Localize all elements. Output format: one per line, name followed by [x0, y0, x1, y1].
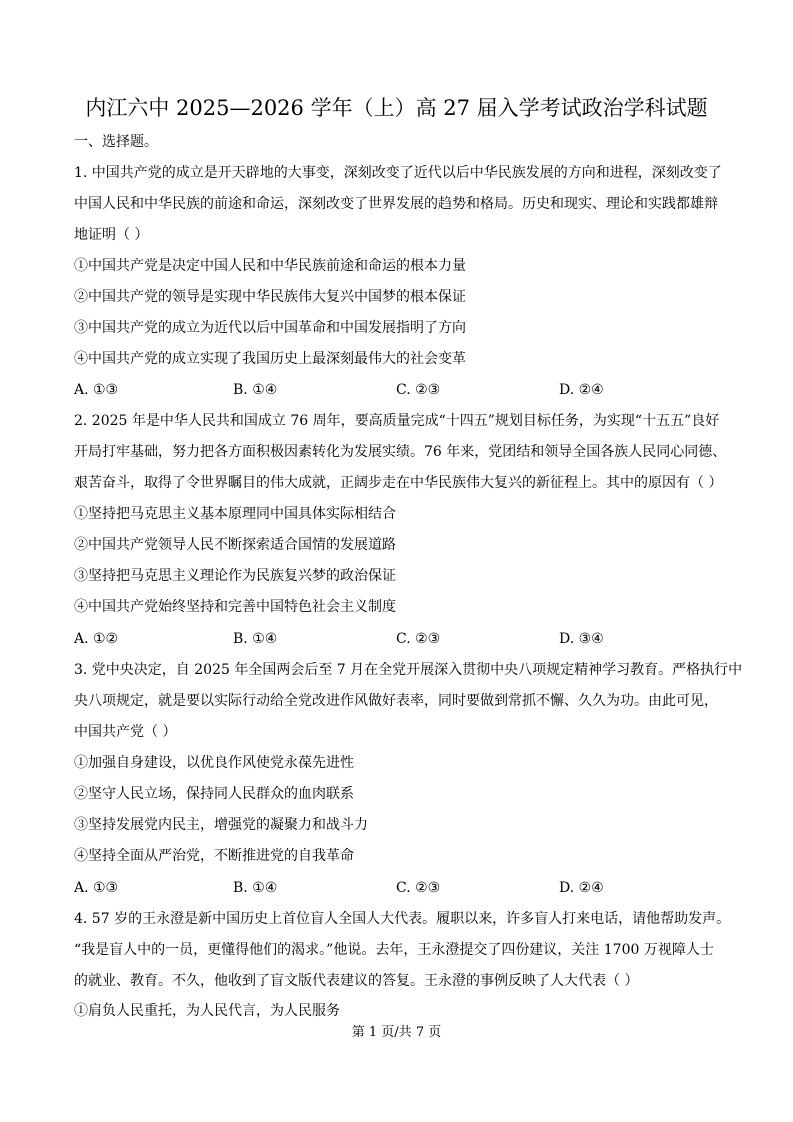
- q1-stem-line-1: 1. 中国共产党的成立是开天辟地的大事变，深刻改变了近代以后中华民族发展的方向和进程，深刻改变了: [74, 165, 722, 181]
- q1-choice-c: C. ②③: [396, 382, 441, 398]
- q1-item-3: ③中国共产党的成立为近代以后中国革命和中国发展指明了方向: [74, 320, 466, 336]
- q1-item-1: ①中国共产党是决定中国人民和中华民族前途和命运的根本力量: [74, 258, 466, 274]
- q4-item-1: ①肩负人民重托，为人民代言，为人民服务: [74, 1003, 340, 1019]
- q1-choice-a: A. ①③: [74, 382, 119, 398]
- page-footer: 第 1 页/共 7 页: [351, 1025, 442, 1040]
- q3-item-3: ③坚持发展党内民主，增强党的凝聚力和战斗力: [74, 817, 368, 833]
- q2-stem-line-1: 2. 2025 年是中华人民共和国成立 76 周年，要高质量完成“十四五”规划目标任务，为实现“十五五”良好: [74, 413, 720, 429]
- q3-choice-a: A. ①③: [74, 880, 119, 896]
- q2-item-2: ②中国共产党领导人民不断探索适合国情的发展道路: [74, 537, 396, 553]
- q3-item-4: ④坚持全面从严治党，不断推进党的自我革命: [74, 848, 354, 864]
- q3-choice-c: C. ②③: [396, 880, 441, 896]
- section-heading: 一、选择题。: [74, 134, 158, 150]
- q2-item-1: ①坚持把马克思主义基本原理同中国具体实际相结合: [74, 506, 396, 522]
- q3-item-1: ①加强自身建设，以优良作风使党永葆先进性: [74, 755, 354, 771]
- q1-stem-line-2: 中国人民和中华民族的前途和命运，深刻改变了世界发展的趋势和格局。历史和现实、理论和实践都雄辩: [74, 196, 718, 212]
- q1-choice-b: B. ①④: [233, 382, 278, 398]
- q2-item-3: ③坚持把马克思主义理论作为民族复兴梦的政治保证: [74, 568, 396, 584]
- q1-item-2: ②中国共产党的领导是实现中华民族伟大复兴中国梦的根本保证: [74, 289, 466, 305]
- q4-stem-line-2: “我是盲人中的一员，更懂得他们的渴求。”他说。去年，王永澄提交了四份建议，关注 1700 万视障人士: [74, 942, 714, 958]
- q2-stem-line-2: 开局打牢基础，努力把各方面积极因素转化为发展实绩。76 年来，党团结和领导全国各族人民同心同德、: [74, 444, 727, 460]
- q2-stem-line-3: 艰苦奋斗，取得了令世界瞩目的伟大成就，正阔步走在中华民族伟大复兴的新征程上。其中的原因有（ ）: [74, 475, 723, 491]
- q3-stem-line-1: 3. 党中央决定，自 2025 年全国两会后至 7 月在全党开展深入贯彻中央八项规定精神学习教育。严格执行中: [74, 662, 743, 678]
- q1-stem-line-3: 地证明（ ）: [74, 227, 149, 243]
- q2-choice-a: A. ①②: [74, 631, 119, 647]
- q3-stem-line-3: 中国共产党（ ）: [74, 724, 177, 740]
- page-title: 内江六中 2025—2026 学年（上）高 27 届入学考试政治学科试题: [85, 96, 708, 120]
- q4-stem-line-3: 的就业、教育。不久，他收到了盲文版代表建议的答复。王永澄的事例反映了人大代表（ ）: [74, 973, 639, 989]
- q3-choice-d: D. ②④: [559, 880, 604, 896]
- q3-stem-line-2: 央八项规定，就是要以实际行动给全党改进作风做好表率，同时要做到常抓不懈、久久为功。由此可见，: [74, 693, 718, 709]
- q3-choice-b: B. ①④: [233, 880, 278, 896]
- q3-item-2: ②坚守人民立场，保持同人民群众的血肉联系: [74, 786, 354, 802]
- q2-choice-d: D. ③④: [559, 631, 604, 647]
- q2-choice-c: C. ②③: [396, 631, 441, 647]
- q1-choice-d: D. ②④: [559, 382, 604, 398]
- q2-choice-b: B. ①④: [233, 631, 278, 647]
- q1-item-4: ④中国共产党的成立实现了我国历史上最深刻最伟大的社会变革: [74, 351, 466, 367]
- q2-item-4: ④中国共产党始终坚持和完善中国特色社会主义制度: [74, 599, 396, 615]
- q4-stem-line-1: 4. 57 岁的王永澄是新中国历史上首位盲人全国人大代表。履职以来，许多盲人打来电话，请他帮助发声。: [74, 911, 731, 927]
